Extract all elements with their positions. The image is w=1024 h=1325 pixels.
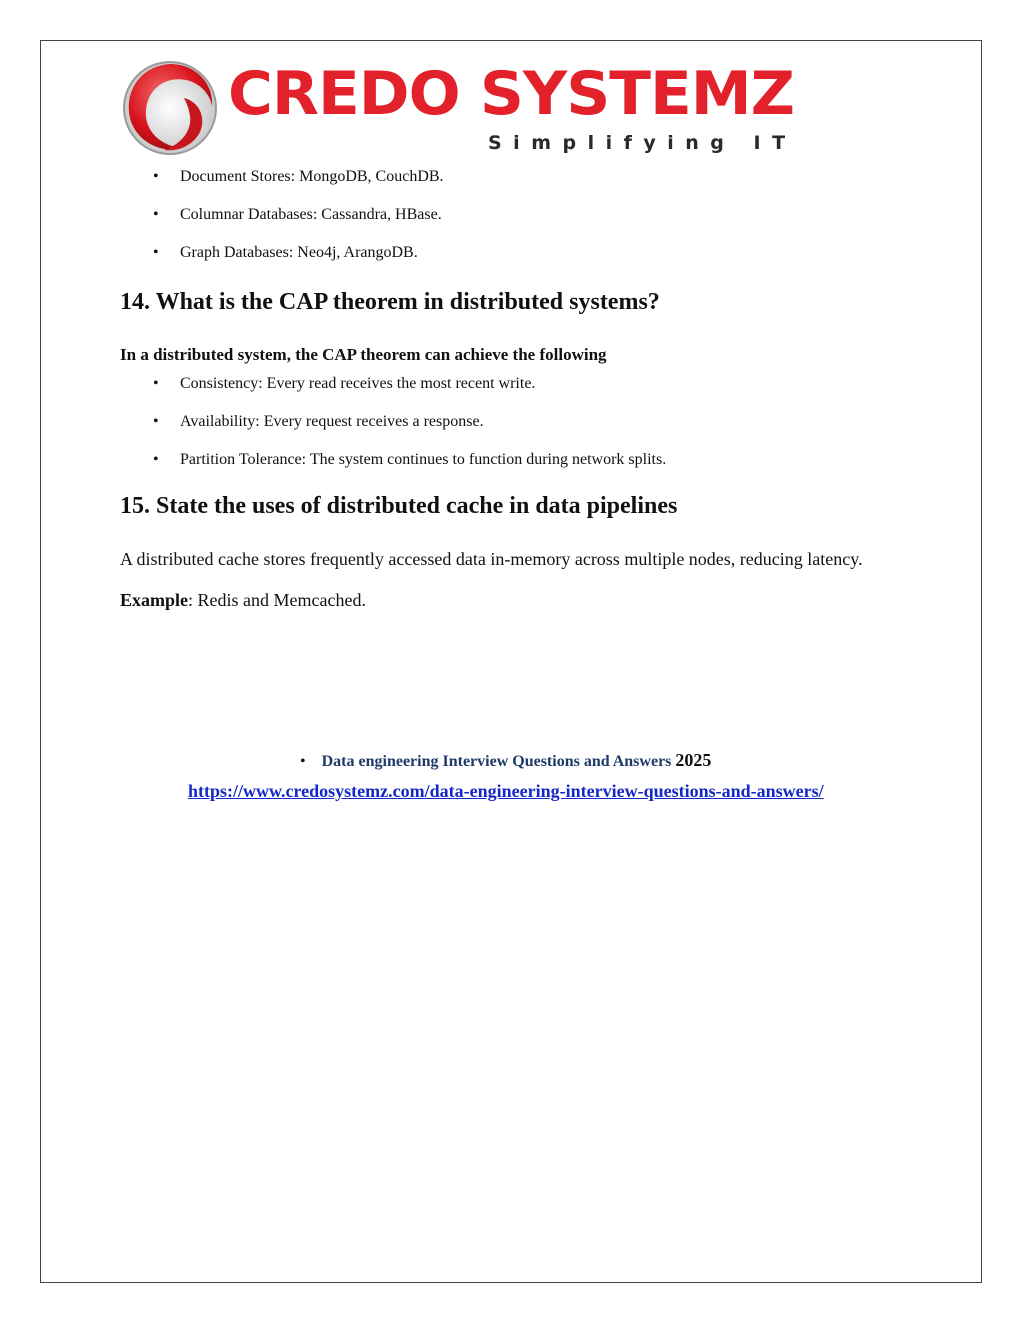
credo-systemz-logo xyxy=(120,58,797,158)
footer-link[interactable]: https://www.credosystemz.com/data-engineering-interview-questions-and-answers/ xyxy=(188,781,824,801)
swirl-logo-icon xyxy=(120,58,220,158)
footer-item-text: Data engineering Interview Questions and Answers xyxy=(321,753,676,770)
question-14-lead: In a distributed system, the CAP theorem can achieve the following xyxy=(120,345,607,364)
bullet-icon: • xyxy=(300,753,306,770)
example-label: Example xyxy=(120,590,189,610)
list-item: • Graph Databases: Neo4j, ArangoDB. xyxy=(120,243,903,263)
question-15-paragraph: A distributed cache stores frequently accessed data in-memory across multiple nodes, reducing latency. xyxy=(120,549,863,569)
example-text: : Redis and Memcached. xyxy=(188,590,366,610)
cap-list xyxy=(120,374,903,470)
list-item: • Partition Tolerance: The system continues to function during network splits. xyxy=(120,450,903,470)
question-15-heading: 15. State the uses of distributed cache in data pipelines xyxy=(120,493,678,519)
list-item: • Availability: Every request receives a response. xyxy=(120,412,903,432)
database-list xyxy=(120,167,903,263)
question-14-heading: 14. What is the CAP theorem in distributed systems? xyxy=(120,289,660,315)
logo-tagline: Simplifying IT xyxy=(488,132,797,154)
footer-item-year: 2025 xyxy=(675,750,712,770)
logo-wordmark: CREDO SYSTEMZ xyxy=(228,59,795,129)
list-item: • Document Stores: MongoDB, CouchDB. xyxy=(120,167,903,187)
example-line xyxy=(120,589,903,611)
list-item: • Consistency: Every read receives the most recent write. xyxy=(120,374,903,394)
list-item: • Columnar Databases: Cassandra, HBase. xyxy=(120,205,903,225)
footer-bullet xyxy=(300,750,711,771)
document-body xyxy=(120,160,903,611)
